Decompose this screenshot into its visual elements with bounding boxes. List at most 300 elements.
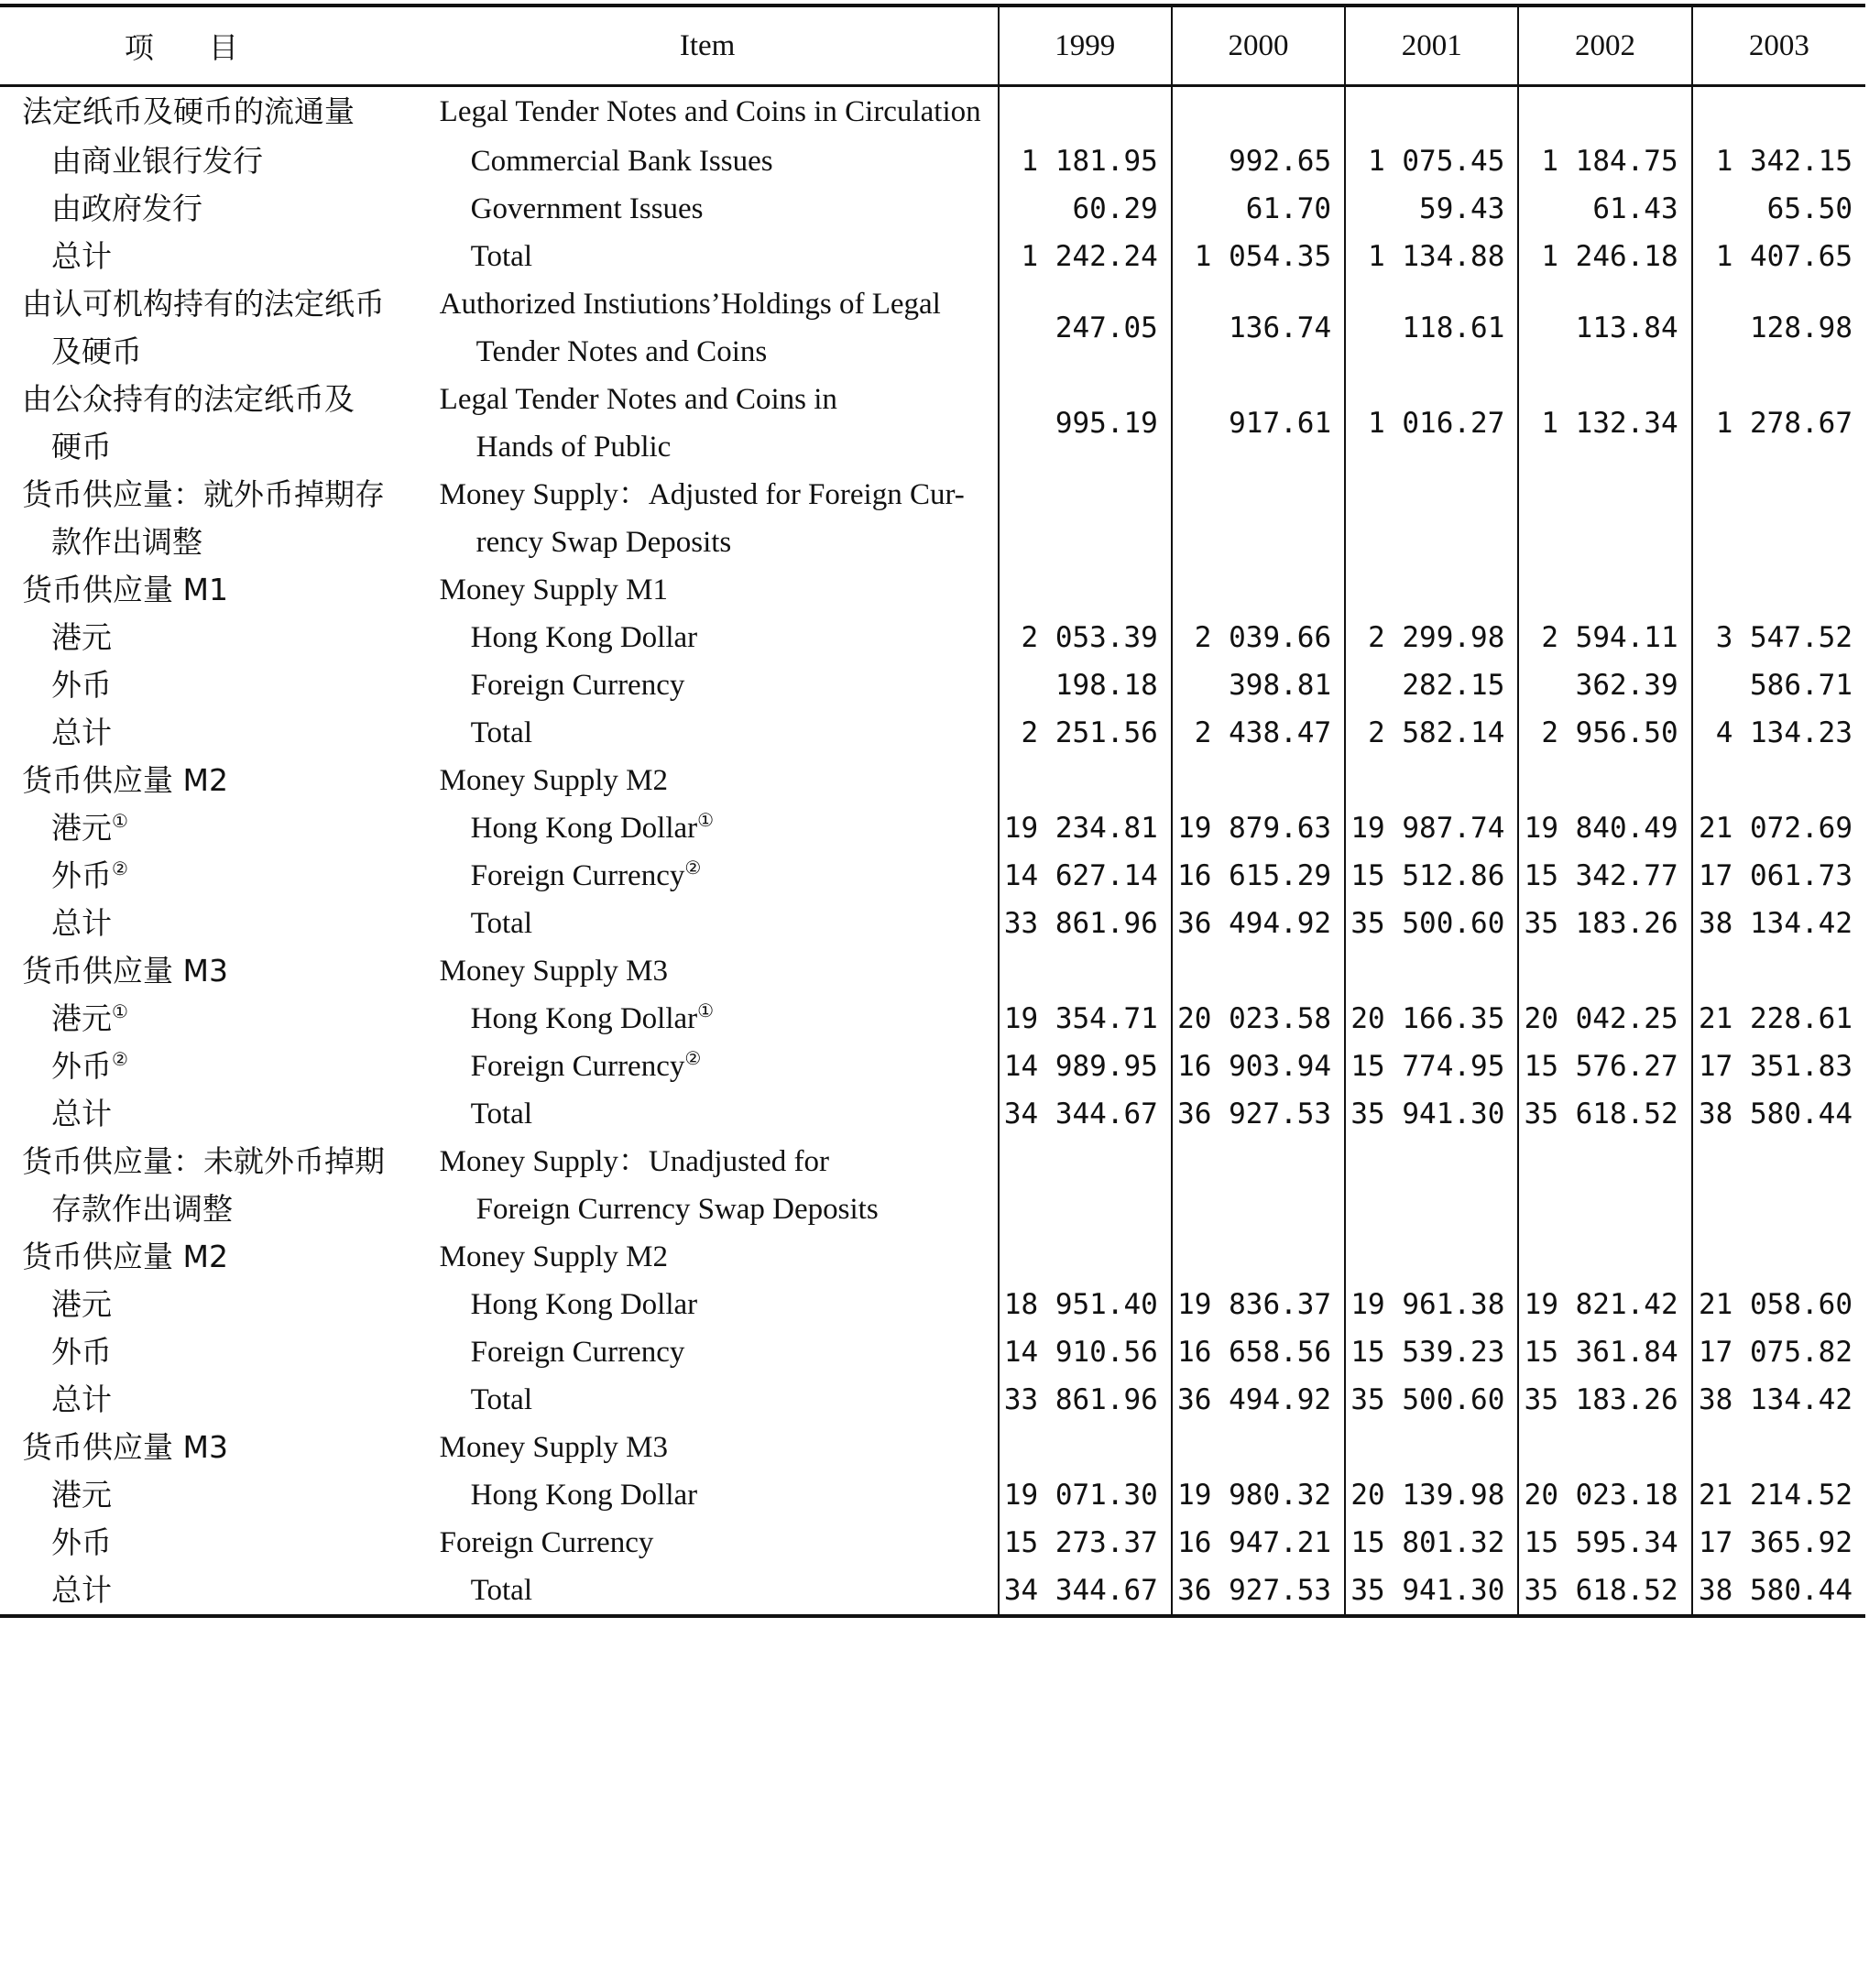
row-label-en-text: Hong Kong Dollar (470, 1001, 698, 1035)
value-cell: 15 539.23 (1345, 1328, 1518, 1376)
table-row (0, 804, 1865, 852)
value-cell: 2 582.14 (1345, 709, 1518, 757)
value-cell: 2 299.98 (1345, 614, 1518, 661)
header-year: 2003 (1692, 5, 1865, 86)
value-cell: 38 580.44 (1692, 1090, 1865, 1138)
value-cell: 15 342.77 (1518, 852, 1691, 900)
value-cell: 36 927.53 (1172, 1090, 1345, 1138)
row-label-cn-text: 货币供应量：未就外币掉期 (22, 1142, 385, 1179)
row-label-cn-text: 由认可机构持有的法定纸币 (22, 285, 385, 322)
value-cell (1172, 86, 1345, 137)
table-row (0, 233, 1865, 280)
value-cell: 21 072.69 (1692, 804, 1865, 852)
value-cell: 21 214.52 (1692, 1471, 1865, 1519)
value-cell (1172, 1138, 1345, 1233)
row-label-en-text: Hong Kong Dollar (470, 620, 698, 654)
row-label-en (418, 137, 999, 185)
row-label-cn-continued: 硬币 (51, 428, 112, 464)
value-cell (1172, 566, 1345, 614)
row-label-en (418, 1519, 999, 1567)
row-label-en-text: Foreign Currency (470, 1049, 685, 1083)
header-item-en: Item (418, 5, 999, 86)
row-label-en (418, 471, 999, 566)
value-cell (1345, 757, 1518, 804)
value-cell: 33 861.96 (999, 900, 1172, 947)
table-row (0, 185, 1865, 233)
row-label-cn (0, 1567, 418, 1616)
row-label-en-continued: rency Swap Deposits (475, 525, 732, 559)
value-cell: 1 181.95 (999, 137, 1172, 185)
value-cell: 1 407.65 (1692, 233, 1865, 280)
row-label-cn (0, 280, 418, 376)
row-label-en-text: Hong Kong Dollar (470, 1287, 698, 1321)
value-cell: 19 987.74 (1345, 804, 1518, 852)
table-row (0, 900, 1865, 947)
row-label-en-text: Foreign Currency (470, 858, 685, 892)
row-label-en-text: Hong Kong Dollar (470, 1478, 698, 1512)
value-cell (999, 1138, 1172, 1233)
value-cell: 14 910.56 (999, 1328, 1172, 1376)
table-row (0, 280, 1865, 376)
value-cell: 36 494.92 (1172, 1376, 1345, 1424)
row-label-cn (0, 995, 418, 1043)
value-cell (1518, 471, 1691, 566)
row-label-en-text: Total (470, 239, 532, 273)
table-row (0, 1138, 1865, 1233)
value-cell: 15 273.37 (999, 1519, 1172, 1567)
value-cell: 1 242.24 (999, 233, 1172, 280)
row-label-en (418, 280, 999, 376)
row-label-cn-text: 港元 (51, 999, 112, 1036)
row-label-cn-continued: 款作出调整 (51, 523, 202, 560)
row-label-en-text: Legal Tender Notes and Coins in Circulation (439, 95, 981, 129)
value-cell: 60.29 (999, 185, 1172, 233)
row-label-en (418, 614, 999, 661)
row-label-cn (0, 185, 418, 233)
value-cell: 35 941.30 (1345, 1090, 1518, 1138)
value-cell (1172, 757, 1345, 804)
row-label-cn-text: 港元 (51, 618, 112, 655)
row-label-en (418, 900, 999, 947)
table-row (0, 614, 1865, 661)
value-cell: 15 361.84 (1518, 1328, 1691, 1376)
value-cell: 362.39 (1518, 661, 1691, 709)
value-cell: 35 500.60 (1345, 900, 1518, 947)
value-cell: 4 134.23 (1692, 709, 1865, 757)
row-label-en (418, 852, 999, 900)
table-row (0, 852, 1865, 900)
value-cell: 15 595.34 (1518, 1519, 1691, 1567)
value-cell (999, 1424, 1172, 1471)
value-cell (1518, 1138, 1691, 1233)
value-cell: 59.43 (1345, 185, 1518, 233)
value-cell: 36 494.92 (1172, 900, 1345, 947)
value-cell: 15 512.86 (1345, 852, 1518, 900)
row-label-en (418, 1424, 999, 1471)
row-label-cn (0, 137, 418, 185)
value-cell: 3 547.52 (1692, 614, 1865, 661)
value-cell (1345, 1424, 1518, 1471)
value-cell: 16 615.29 (1172, 852, 1345, 900)
row-label-en-text: Total (470, 1382, 532, 1416)
table-row (0, 566, 1865, 614)
value-cell: 18 951.40 (999, 1281, 1172, 1328)
value-cell: 198.18 (999, 661, 1172, 709)
table-row (0, 1567, 1865, 1616)
value-cell (1345, 86, 1518, 137)
table-row (0, 661, 1865, 709)
value-cell (1518, 1233, 1691, 1281)
table-row (0, 1281, 1865, 1328)
value-cell (1518, 86, 1691, 137)
row-label-cn-text: 法定纸币及硬币的流通量 (22, 93, 355, 130)
row-label-en (418, 1281, 999, 1328)
value-cell: 33 861.96 (999, 1376, 1172, 1424)
value-cell: 34 344.67 (999, 1567, 1172, 1616)
value-cell (999, 566, 1172, 614)
table-row (0, 1376, 1865, 1424)
value-cell: 118.61 (1345, 280, 1518, 376)
table-row (0, 709, 1865, 757)
value-cell: 19 961.38 (1345, 1281, 1518, 1328)
value-cell: 1 278.67 (1692, 376, 1865, 471)
value-cell: 2 956.50 (1518, 709, 1691, 757)
row-label-en-text: Government Issues (470, 191, 704, 225)
row-label-en-text: Money Supply M3 (439, 954, 669, 988)
value-cell: 19 071.30 (999, 1471, 1172, 1519)
value-cell (1518, 566, 1691, 614)
row-label-en-text: Total (470, 1097, 532, 1131)
value-cell: 1 246.18 (1518, 233, 1691, 280)
row-label-cn-text: 港元 (51, 1476, 112, 1513)
table-row (0, 86, 1865, 137)
row-label-en-text: Foreign Currency (439, 1525, 654, 1559)
row-label-cn-text: 外币 (51, 1524, 112, 1560)
row-label-en-text: Money Supply M2 (439, 763, 669, 797)
row-label-en (418, 1090, 999, 1138)
row-label-en-text: Money Supply M2 (439, 1240, 669, 1273)
value-cell: 17 075.82 (1692, 1328, 1865, 1376)
value-cell: 38 134.42 (1692, 900, 1865, 947)
row-label-en (418, 233, 999, 280)
row-label-cn-text: 港元 (51, 1285, 112, 1322)
row-label-en (418, 566, 999, 614)
header-year: 1999 (999, 5, 1172, 86)
row-label-en (418, 376, 999, 471)
value-cell (1172, 1233, 1345, 1281)
table-row (0, 757, 1865, 804)
footnote-marker: ① (112, 809, 128, 832)
value-cell: 19 879.63 (1172, 804, 1345, 852)
row-label-cn (0, 947, 418, 995)
value-cell (1692, 86, 1865, 137)
table-row (0, 1471, 1865, 1519)
row-label-cn (0, 709, 418, 757)
value-cell: 19 234.81 (999, 804, 1172, 852)
row-label-en-text: Commercial Bank Issues (470, 144, 773, 178)
row-label-en-text: Money Supply M3 (439, 1430, 669, 1464)
row-label-cn (0, 1471, 418, 1519)
footnote-marker: ① (112, 999, 128, 1022)
row-label-en-text: Foreign Currency (470, 1335, 685, 1369)
row-label-cn-text: 总计 (51, 1095, 112, 1131)
row-label-en-text: Money Supply：Adjusted for Foreign Cur- (439, 477, 965, 511)
value-cell: 20 023.18 (1518, 1471, 1691, 1519)
value-cell: 19 821.42 (1518, 1281, 1691, 1328)
value-cell: 1 016.27 (1345, 376, 1518, 471)
value-cell: 14 627.14 (999, 852, 1172, 900)
header-year: 2000 (1172, 5, 1345, 86)
value-cell (1518, 947, 1691, 995)
header-item-cn: 项目 (0, 5, 418, 86)
value-cell: 35 183.26 (1518, 1376, 1691, 1424)
value-cell: 38 134.42 (1692, 1376, 1865, 1424)
row-label-en (418, 1233, 999, 1281)
row-label-en (418, 804, 999, 852)
value-cell (1692, 1233, 1865, 1281)
value-cell: 34 344.67 (999, 1090, 1172, 1138)
value-cell: 19 980.32 (1172, 1471, 1345, 1519)
value-cell: 15 576.27 (1518, 1043, 1691, 1090)
value-cell (1345, 1138, 1518, 1233)
row-label-cn-text: 港元 (51, 809, 112, 846)
row-label-cn-text: 货币供应量 M2 (22, 1238, 228, 1274)
row-label-en (418, 1567, 999, 1616)
footnote-marker: ① (697, 1000, 715, 1021)
value-cell: 36 927.53 (1172, 1567, 1345, 1616)
value-cell: 1 054.35 (1172, 233, 1345, 280)
value-cell: 15 801.32 (1345, 1519, 1518, 1567)
row-label-en (418, 995, 999, 1043)
row-label-en (418, 1376, 999, 1424)
row-label-cn-text: 货币供应量：就外币掉期存 (22, 475, 385, 512)
value-cell: 247.05 (999, 280, 1172, 376)
row-label-cn-text: 总计 (51, 714, 112, 750)
row-label-en-continued: Foreign Currency Swap Deposits (475, 1192, 879, 1226)
row-label-en (418, 661, 999, 709)
table-row (0, 1043, 1865, 1090)
row-label-cn (0, 757, 418, 804)
value-cell: 20 139.98 (1345, 1471, 1518, 1519)
value-cell (999, 1233, 1172, 1281)
row-label-en-text: Legal Tender Notes and Coins in (439, 382, 837, 416)
table-header-row (0, 5, 1865, 86)
table-row (0, 947, 1865, 995)
value-cell (1172, 947, 1345, 995)
value-cell: 21 058.60 (1692, 1281, 1865, 1328)
row-label-cn-continued: 及硬币 (51, 333, 142, 369)
footnote-marker: ① (697, 810, 715, 831)
value-cell (1518, 757, 1691, 804)
row-label-cn-text: 外币 (51, 1333, 112, 1370)
value-cell: 20 023.58 (1172, 995, 1345, 1043)
row-label-cn (0, 1281, 418, 1328)
value-cell: 128.98 (1692, 280, 1865, 376)
value-cell (1692, 947, 1865, 995)
row-label-cn (0, 661, 418, 709)
row-label-cn-text: 由政府发行 (51, 190, 202, 226)
row-label-en-text: Money Supply M1 (439, 573, 669, 606)
value-cell (999, 757, 1172, 804)
row-label-en (418, 1471, 999, 1519)
value-cell: 38 580.44 (1692, 1567, 1865, 1616)
value-cell: 61.43 (1518, 185, 1691, 233)
value-cell: 19 840.49 (1518, 804, 1691, 852)
row-label-cn-text: 货币供应量 M3 (22, 952, 228, 989)
row-label-en (418, 1043, 999, 1090)
value-cell: 586.71 (1692, 661, 1865, 709)
row-label-en (418, 1328, 999, 1376)
value-cell (1518, 1424, 1691, 1471)
value-cell: 15 774.95 (1345, 1043, 1518, 1090)
row-label-cn (0, 1328, 418, 1376)
value-cell: 35 500.60 (1345, 1376, 1518, 1424)
value-cell: 21 228.61 (1692, 995, 1865, 1043)
value-cell: 65.50 (1692, 185, 1865, 233)
row-label-cn (0, 900, 418, 947)
value-cell: 1 134.88 (1345, 233, 1518, 280)
table-row (0, 1090, 1865, 1138)
row-label-cn (0, 1090, 418, 1138)
row-label-cn-text: 货币供应量 M1 (22, 571, 228, 607)
table-body (0, 86, 1865, 1616)
row-label-en (418, 1138, 999, 1233)
row-label-en-continued: Hands of Public (475, 430, 672, 464)
value-cell: 16 903.94 (1172, 1043, 1345, 1090)
footnote-marker: ② (112, 857, 128, 879)
value-cell (1692, 566, 1865, 614)
row-label-cn-continued: 存款作出调整 (51, 1190, 233, 1227)
value-cell: 35 618.52 (1518, 1090, 1691, 1138)
row-label-cn (0, 1376, 418, 1424)
value-cell: 1 075.45 (1345, 137, 1518, 185)
row-label-cn-text: 货币供应量 M3 (22, 1428, 228, 1465)
value-cell (1345, 947, 1518, 995)
value-cell (1692, 1424, 1865, 1471)
value-cell: 136.74 (1172, 280, 1345, 376)
row-label-cn (0, 804, 418, 852)
footnote-marker: ② (112, 1047, 128, 1070)
value-cell: 20 166.35 (1345, 995, 1518, 1043)
row-label-en (418, 185, 999, 233)
value-cell: 35 941.30 (1345, 1567, 1518, 1616)
value-cell: 1 132.34 (1518, 376, 1691, 471)
value-cell (999, 471, 1172, 566)
value-cell: 17 351.83 (1692, 1043, 1865, 1090)
row-label-cn-text: 外币 (51, 1047, 112, 1084)
row-label-en-text: Total (470, 715, 532, 749)
table-row (0, 1424, 1865, 1471)
value-cell: 282.15 (1345, 661, 1518, 709)
row-label-cn (0, 614, 418, 661)
value-cell: 2 594.11 (1518, 614, 1691, 661)
row-label-en (418, 709, 999, 757)
value-cell (1692, 1138, 1865, 1233)
footnote-marker: ② (684, 1048, 702, 1069)
value-cell (1345, 566, 1518, 614)
money-supply-table (0, 4, 1865, 1618)
value-cell: 1 184.75 (1518, 137, 1691, 185)
value-cell: 17 365.92 (1692, 1519, 1865, 1567)
value-cell: 992.65 (1172, 137, 1345, 185)
header-year: 2002 (1518, 5, 1691, 86)
table-row (0, 995, 1865, 1043)
value-cell: 17 061.73 (1692, 852, 1865, 900)
row-label-en (418, 947, 999, 995)
row-label-en (418, 757, 999, 804)
value-cell (1172, 471, 1345, 566)
row-label-en-text: Authorized Instiutions’Holdings of Legal (439, 287, 941, 321)
footnote-marker: ② (684, 857, 702, 879)
value-cell (1172, 1424, 1345, 1471)
value-cell: 35 618.52 (1518, 1567, 1691, 1616)
table-row (0, 1233, 1865, 1281)
table-row (0, 1328, 1865, 1376)
table-row (0, 1519, 1865, 1567)
value-cell (1345, 471, 1518, 566)
value-cell: 2 039.66 (1172, 614, 1345, 661)
row-label-cn-text: 由商业银行发行 (51, 142, 263, 179)
row-label-cn-text: 总计 (51, 1571, 112, 1608)
row-label-en-continued: Tender Notes and Coins (475, 334, 768, 368)
row-label-cn-text: 货币供应量 M2 (22, 761, 228, 798)
row-label-cn-text: 外币 (51, 666, 112, 703)
table-row (0, 376, 1865, 471)
row-label-cn-text: 总计 (51, 904, 112, 941)
row-label-cn (0, 1519, 418, 1567)
table-row (0, 471, 1865, 566)
value-cell (999, 86, 1172, 137)
row-label-cn (0, 1424, 418, 1471)
row-label-cn-text: 总计 (51, 237, 112, 274)
value-cell: 398.81 (1172, 661, 1345, 709)
row-label-en-text: Hong Kong Dollar (470, 811, 698, 845)
row-label-cn (0, 471, 418, 566)
value-cell: 20 042.25 (1518, 995, 1691, 1043)
value-cell (999, 947, 1172, 995)
value-cell: 19 354.71 (999, 995, 1172, 1043)
value-cell: 2 251.56 (999, 709, 1172, 757)
row-label-cn (0, 233, 418, 280)
table-row (0, 137, 1865, 185)
row-label-en-text: Money Supply：Unadjusted for (439, 1144, 829, 1178)
value-cell (1345, 1233, 1518, 1281)
row-label-en-text: Total (470, 1573, 532, 1607)
value-cell: 113.84 (1518, 280, 1691, 376)
value-cell: 35 183.26 (1518, 900, 1691, 947)
row-label-cn-text: 外币 (51, 857, 112, 893)
row-label-cn (0, 852, 418, 900)
row-label-cn (0, 566, 418, 614)
value-cell: 61.70 (1172, 185, 1345, 233)
row-label-cn (0, 86, 418, 137)
row-label-cn-text: 总计 (51, 1381, 112, 1417)
row-label-en-text: Foreign Currency (470, 668, 685, 702)
value-cell (1692, 757, 1865, 804)
row-label-cn (0, 1138, 418, 1233)
row-label-cn (0, 376, 418, 471)
value-cell (1692, 471, 1865, 566)
header-year: 2001 (1345, 5, 1518, 86)
value-cell: 917.61 (1172, 376, 1345, 471)
value-cell: 14 989.95 (999, 1043, 1172, 1090)
row-label-cn (0, 1043, 418, 1090)
value-cell: 2 438.47 (1172, 709, 1345, 757)
row-label-cn (0, 1233, 418, 1281)
value-cell: 16 947.21 (1172, 1519, 1345, 1567)
row-label-cn-text: 由公众持有的法定纸币及 (22, 380, 355, 417)
value-cell: 1 342.15 (1692, 137, 1865, 185)
